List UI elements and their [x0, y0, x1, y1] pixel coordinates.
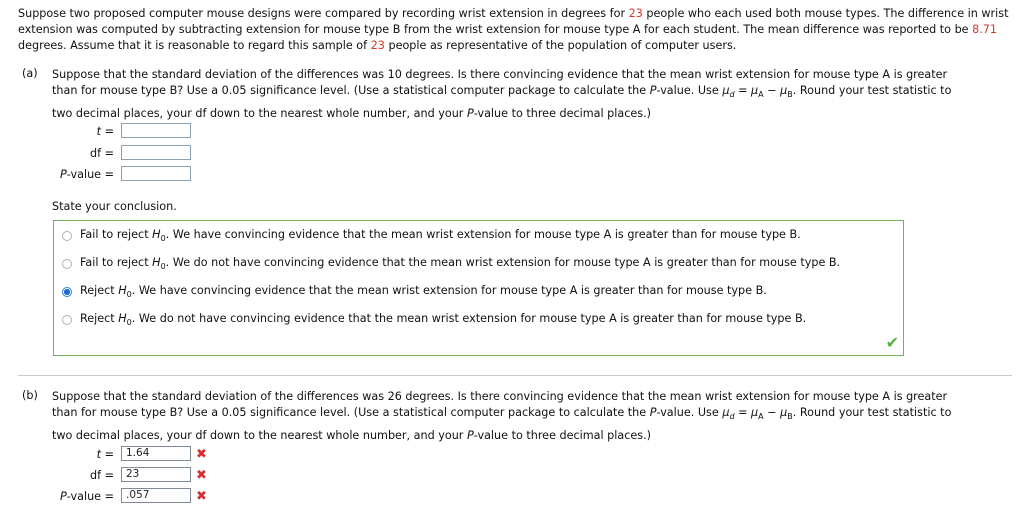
option-1-label[interactable]: Fail to reject $H_0$. We have convincing evidence that the mean wrist extension for mouse type A is greater than for mouse type B. [80, 228, 801, 243]
p-value-input-a[interactable] [121, 166, 191, 181]
part-b-label: (b) [22, 389, 38, 402]
conclusion-choices [53, 220, 904, 356]
p-value-label-a: P-value = [60, 168, 114, 181]
conclusion-prompt: State your conclusion. [52, 200, 177, 213]
intro-text-1: Suppose two proposed computer mouse designs were compared by recording wrist extension in degrees for [18, 7, 629, 20]
df-label-b: df = [90, 469, 114, 482]
sample-size-2: 23 [370, 39, 385, 52]
section-divider [18, 375, 1012, 376]
p-value-input-b[interactable]: .057 [121, 488, 191, 503]
option-4-label[interactable]: Reject $H_0$. We do not have convincing evidence that the mean wrist extension for mouse type A is greater than for mouse type B. [80, 312, 807, 327]
intro-text-2: people who each used both mouse types. The difference in wrist extension was computed by subtracting extension for mouse type B from the wrist extension for mouse type A for each student. The mean difference was reported to be [18, 7, 1009, 36]
option-3-label[interactable]: Reject $H_0$. We have convincing evidence that the mean wrist extension for mouse type A is greater than for mouse type B. [80, 284, 767, 299]
option-2-label[interactable]: Fail to reject $H_0$. We do not have convincing evidence that the mean wrist extension for mouse type A is greater than for mouse type B. [80, 256, 841, 271]
radio-option-1[interactable] [62, 231, 72, 241]
part-a-q1: Suppose that the standard deviation of the differences was 10 degrees. Is there convincing evidence that the mean wrist extension for mouse type A is greater [52, 68, 948, 81]
checkmark-icon: ✔ [885, 333, 899, 352]
part-a-q2: than for mouse type B? Use a 0.05 significance level. (Use a statistical computer package to calculate the P-value. Use $\mu_d = \mu_A - \mu_B$. Round your test statistic to [52, 84, 952, 99]
intro-text-4: people as representative of the population of computer users. [384, 39, 737, 52]
x-icon: ✖ [196, 468, 207, 483]
problem-intro [18, 6, 1012, 54]
radio-option-4[interactable] [62, 315, 72, 325]
radio-option-2[interactable] [62, 259, 72, 269]
mean-difference: 8.71 [972, 23, 998, 36]
t-input-a[interactable] [121, 123, 191, 138]
df-input-b[interactable]: 23 [121, 467, 191, 482]
part-b-question [52, 389, 1014, 444]
intro-text-3: degrees. Assume that it is reasonable to regard this sample of [18, 39, 371, 52]
t-input-b[interactable]: 1.64 [121, 446, 191, 461]
df-label-a: df = [90, 147, 114, 160]
x-icon: ✖ [196, 489, 207, 504]
part-a-q3: two decimal places, your df down to the nearest whole number, and your P-value to three decimal places.) [52, 107, 652, 120]
p-value-label-b: P-value = [60, 490, 114, 503]
part-a-question [52, 67, 1014, 122]
part-b-q2: than for mouse type B? Use a 0.05 significance level. (Use a statistical computer package to calculate the P-value. Use $\mu_d = \mu_A - \mu_B$. Round your test statistic to [52, 406, 952, 421]
sample-size: 23 [628, 7, 643, 20]
radio-option-3-selected[interactable] [62, 287, 72, 297]
t-label-a: t = [96, 125, 114, 138]
part-a-label: (a) [22, 67, 38, 80]
t-label-b: t = [96, 448, 114, 461]
df-input-a[interactable] [121, 145, 191, 160]
part-b-q3: two decimal places, your df down to the nearest whole number, and your P-value to three decimal places.) [52, 429, 652, 442]
part-b-q1: Suppose that the standard deviation of the differences was 26 degrees. Is there convincing evidence that the mean wrist extension for mouse type A is greater [52, 390, 948, 403]
x-icon: ✖ [196, 447, 207, 462]
